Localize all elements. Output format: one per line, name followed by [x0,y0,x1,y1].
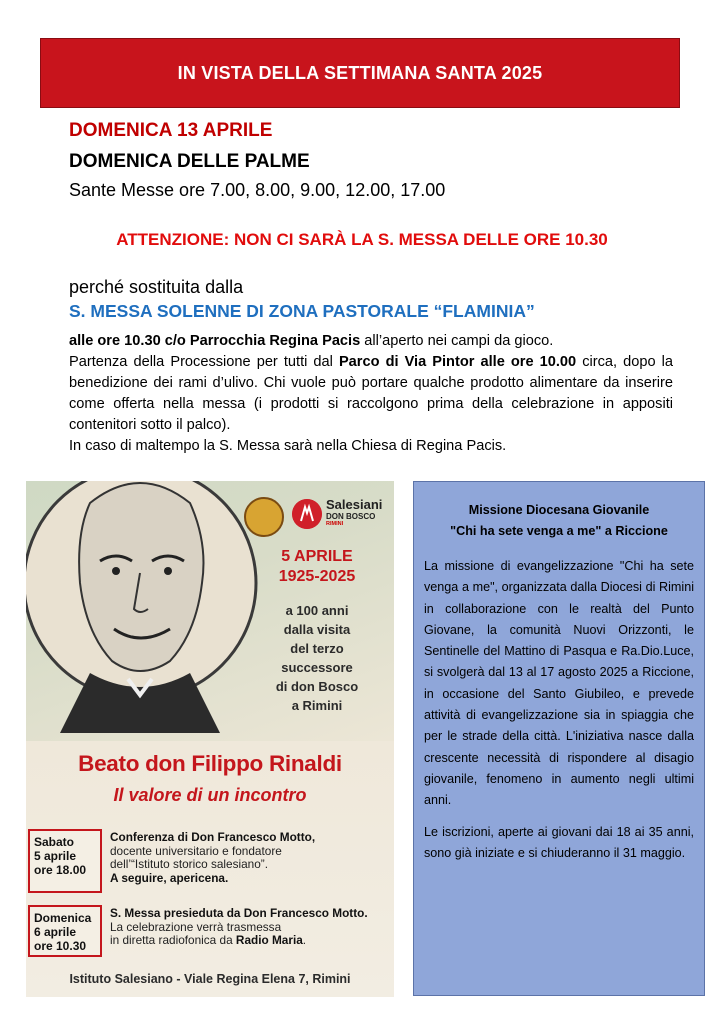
banner-title: IN VISTA DELLA SETTIMANA SANTA 2025 [177,62,543,83]
mass-times: Sante Messe ore 7.00, 8.00, 9.00, 12.00, 17.00 [69,180,446,200]
poster-tagline: Il valore di un incontro [113,785,307,805]
poster-date-day: 5 APRILE [281,548,353,565]
poster-sub-line: di don Bosco [275,679,359,694]
poster-title: Beato don Filippo Rinaldi [78,751,342,776]
event1-time: ore 18.00 [34,863,87,877]
bad-weather-note: In caso di maltempo la S. Messa sarà nella Chiesa di Regina Pacis. [69,438,507,454]
solemn-mass-heading: S. MESSA SOLENNE DI ZONA PASTORALE “FLAMINIA” [69,301,535,321]
event1-line: docente universitario e fondatore [110,843,282,858]
poster-sub-line: del terzo [290,641,344,656]
poster-sub-line: successore [281,660,353,675]
event1-line: dell’“Istituto storico salesiano”. [110,857,269,871]
header-banner [40,38,680,108]
event2-line: S. Messa presieduta da Don Francesco Motto. [110,906,368,920]
mission-title-line-1: Missione Diocesana Giovanile [468,503,650,517]
procession-bold: Parco di Via Pintor alle ore 10.00 [338,354,577,370]
attention-notice: ATTENZIONE: NON CI SARÀ LA S. MESSA DELLE ORE 10.30 [116,230,608,249]
salesiani-logo-text [326,498,394,527]
location-line [69,331,673,352]
mission-paragraph-2: Le iscrizioni, aperte ai giovani dai 18 ai 35 anni, sono già iniziate e si chiuderanno il 31 maggio. [424,824,694,860]
event1-description [110,831,392,885]
mission-box [413,481,705,996]
procession-paragraph [69,352,673,436]
portrait-illustration [26,481,260,733]
logo-line-2: DON BOSCO [326,512,376,521]
location-rest: all’aperto nei campi da gioco. [360,333,554,349]
procession-text-b: circa, dopo la benedizione dei rami d’ulivo. Chi vuole può portare qualche prodotto alimentare da inserire come offerta nella messa (i prodotti si raccolgono prima della celebrazione in appositi contenitori sotto il palco). [69,354,673,433]
poster-sub-line: dalla visita [283,622,351,637]
logo-line-1: Salesiani [326,497,383,512]
radio-maria: Radio Maria [235,933,303,947]
replaced-by-text: perché sostituita dalla [69,277,244,297]
event2-description [110,907,392,948]
event-name: DOMENICA DELLE PALME [69,151,310,172]
poster-subtitle [252,601,382,715]
mission-title [424,500,694,542]
poster-date-years: 1925-2025 [278,568,356,585]
logo-line-3: RIMINI [326,521,344,527]
event1-date: 5 aprile [34,849,77,863]
poster-sub-line: a 100 anni [285,603,349,618]
event1-line: A seguire, apericena. [110,870,229,885]
event1-datebox [28,829,102,893]
event2-time: ore 10.30 [34,939,87,953]
mission-title-line-2: "Chi ha sete venga a me" a Riccione [450,524,668,538]
procession-text-a: Partenza della Processione per tutti dal [69,354,339,370]
event1-line: Conferenza di Don Francesco Motto, [110,830,316,844]
poster-sub-line: a Rimini [291,698,343,713]
location-bold: alle ore 10.30 c/o Parrocchia Regina Pacis [69,333,361,349]
event-date: DOMENICA 13 APRILE [69,120,273,141]
poster-footer: Istituto Salesiano - Viale Regina Elena 7, Rimini [69,972,351,986]
event2-line-end: . [302,933,307,947]
poster-date [252,547,382,587]
salesiani-logo-icon [292,499,322,529]
poster-rinaldi [26,481,394,997]
event2-day: Domenica [34,911,92,925]
parish-logo-icon [244,497,284,537]
event1-day: Sabato [34,835,75,849]
mission-paragraph-1: La missione di evangelizzazione "Chi ha sete venga a me", organizzata dalla Diocesi di Rimini in collaborazione con le realtà del Punto Giovane, la comunità Nuovi Orizzonti, le Sentinelle del Mattino di Pasqua e Ra.Dio.Luce, si svolgerà dal 13 al 17 agosto 2025 a Riccione, in occasione del Santo Giubileo, e prevede attività di evangelizzazione sia in spiaggia che per le strade della città. L'iniziativa nasce dalla crescente necessità di rispondere al disagio giovanile, fenomeno in aumento negli ultimi anni. [424,559,694,808]
procession-details [69,331,673,457]
event2-datebox [28,905,102,957]
event2-date: 6 aprile [34,925,77,939]
event2-line: La celebrazione verrà trasmessa [110,919,282,934]
event2-line: in diretta radiofonica da [110,933,236,947]
